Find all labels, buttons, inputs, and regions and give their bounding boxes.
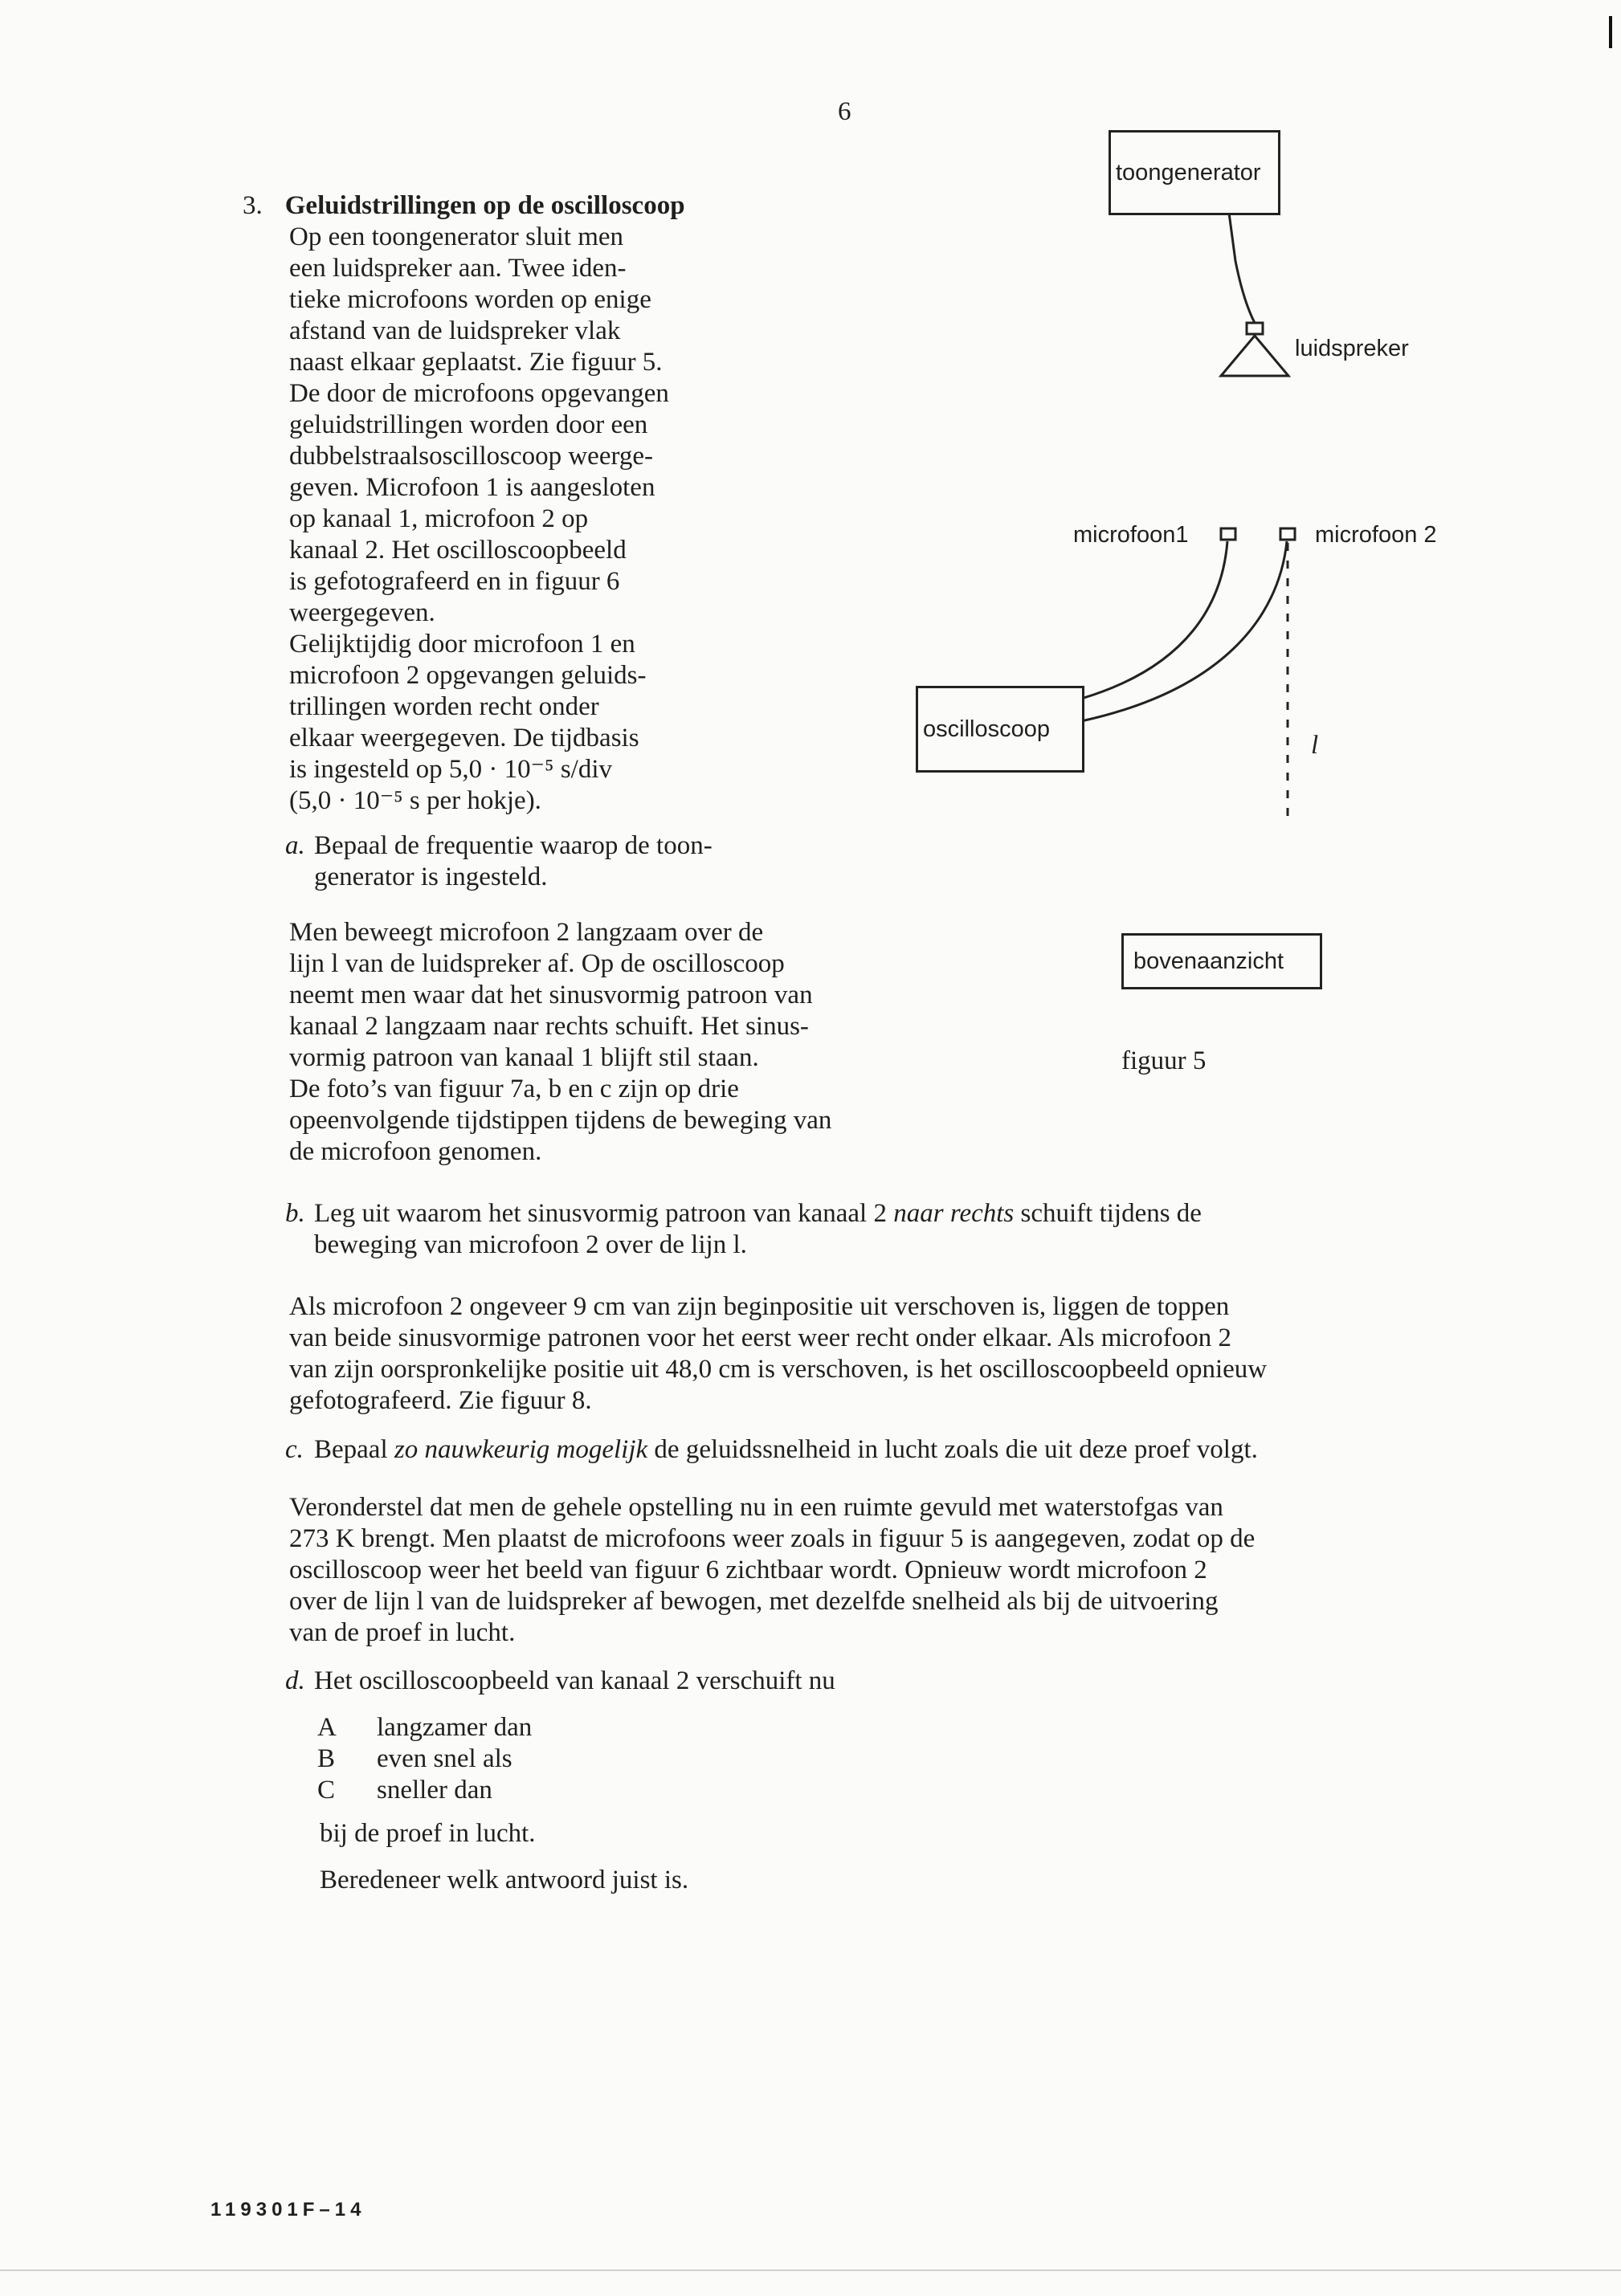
tone-generator-box [1109,130,1280,215]
question-c-emphasis: zo nauwkeurig mogelijk [394,1435,648,1464]
question-d [285,1666,1249,1697]
question-c-text-end: de geluidssnelheid in lucht zoals die uit deze proef volgt. [647,1435,1258,1464]
line-l-label: l [1311,731,1319,760]
question-d-after: bij de proef in lucht. [320,1819,536,1848]
oscilloscope-label: oscilloscoop [923,716,1050,742]
option-a [317,1712,532,1743]
microphone-1-cable [1081,541,1227,699]
option-c-key: C [317,1776,336,1805]
hydrogen-paragraph: Veronderstel dat men de gehele opstelling nu in een ruimte gevuld met waterstofgas van 273 K brengt. Men plaatst de microfoons weer zoals in figuur 5 is aangegeven, zodat op de oscilloscoop weer het beeld van figuur 6 zichtbaar wordt. Opnieuw wordt microfoon 2 over de lijn l van de luidspreker af bewogen, met dezelfde snelheid als bij de uitvoering van de proef in lucht. [289,1493,1256,1647]
question-c-letter: c. [285,1435,304,1464]
question-d-instruction: Beredeneer welk antwoord juist is. [320,1866,689,1894]
option-c-text: sneller dan [377,1776,492,1805]
microphone-1-label: microfoon1 [1073,522,1189,548]
section-heading [243,159,685,222]
question-a-letter: a. [285,831,305,860]
question-a [285,830,864,893]
option-c [317,1775,532,1806]
question-c-text-start: Bepaal [314,1435,394,1464]
question-d-text: Het oscilloscoopbeeld van kanaal 2 verschuift nu [314,1666,835,1695]
scan-bottom-edge [0,2269,1621,2271]
figure-caption: figuur 5 [1121,1046,1207,1075]
movement-paragraph: Men beweegt microfoon 2 langzaam over de lijn l van de luidspreker af. Op de oscilloscoop neemt men waar dat het sinusvormig patroon van kanaal 2 langzaam naar rechts schuift. Het sinus- vormig patroon van kanaal 1 blijft stil staan. De foto’s van figuur 7a, b en c zijn op drie opeenvolgende tijdstippen tijdens de beweging van de microfoon genomen. [289,918,832,1166]
question-d-letter: d. [285,1666,305,1695]
microphone-2-label: microfoon 2 [1315,522,1437,548]
option-a-key: A [317,1713,337,1742]
speaker-label: luidspreker [1295,336,1409,361]
section-number: 3. [243,191,263,220]
page-number: 6 [838,97,851,126]
question-c-text [306,1434,1258,1466]
option-a-text: langzamer dan [377,1713,533,1742]
question-b-letter: b. [285,1199,305,1228]
question-b [285,1198,1490,1261]
speaker-icon [1221,336,1288,376]
top-view-box [1121,933,1322,989]
footer-code: 119301F–14 [210,2199,366,2221]
tone-generator-label: toongenerator [1116,159,1261,186]
question-b-emphasis: naar rechts [893,1199,1015,1228]
question-b-text-start: Leg uit waarom het sinusvormig patroon van kanaal 2 [314,1199,894,1228]
generator-cable [1229,213,1255,323]
question-b-text-end: schuift tijdens de beweging van microfoon 2 over de lijn l. [314,1199,1202,1259]
option-b [317,1743,532,1775]
speaker-magnet [1247,323,1263,334]
microphone-1-icon [1221,528,1235,540]
question-b-text [306,1198,1202,1261]
question-a-text: Bepaal de frequentie waarop de toon- generator is ingesteld. [314,831,713,891]
top-view-label: bovenaanzicht [1133,948,1284,974]
option-b-key: B [317,1744,336,1773]
answer-options [317,1712,532,1806]
microphone-2-icon [1280,528,1295,540]
section-title: Geluidstrillingen op de oscilloscoop [284,191,685,220]
figure-5 [884,120,1494,1108]
oscilloscope-box [916,686,1084,773]
option-b-text: even snel als [377,1744,512,1773]
microphone-2-cable [1081,541,1287,721]
question-c [285,1434,1554,1466]
scan-edge-mark [1609,16,1612,48]
intro-paragraph: Op een toongenerator sluit men een luidspreker aan. Twee iden- tieke microfoons worden op enige afstand van de luidspreker vlak naast elkaar geplaatst. Zie figuur 5. De door de microfoons opgevangen geluidstrillingen worden door een dubbelstraalsoscilloscoop weerge- geven. Microfoon 1 is aangesloten op kanaal 1, microfoon 2 op kanaal 2. Het oscilloscoopbeeld is gefotografeerd en in figuur 6 weergegeven. Gelijktijdig door microfoon 1 en microfoon 2 opgevangen geluids- trillingen worden recht onder elkaar weergegeven. De tijdbasis is ingesteld op 5,0 · 10⁻⁵ s/div (5,0 · 10⁻⁵ s per hokje). [289,222,669,815]
shift-paragraph: Als microfoon 2 ongeveer 9 cm van zijn beginpositie uit verschoven is, liggen de toppen van beide sinusvormige patronen voor het eerst weer recht onder elkaar. Als microfoon 2 van zijn oorspronkelijke positie uit 48,0 cm is verschoven, is het oscilloscoopbeeld opnieuw gefotografeerd. Zie figuur 8. [289,1292,1268,1415]
